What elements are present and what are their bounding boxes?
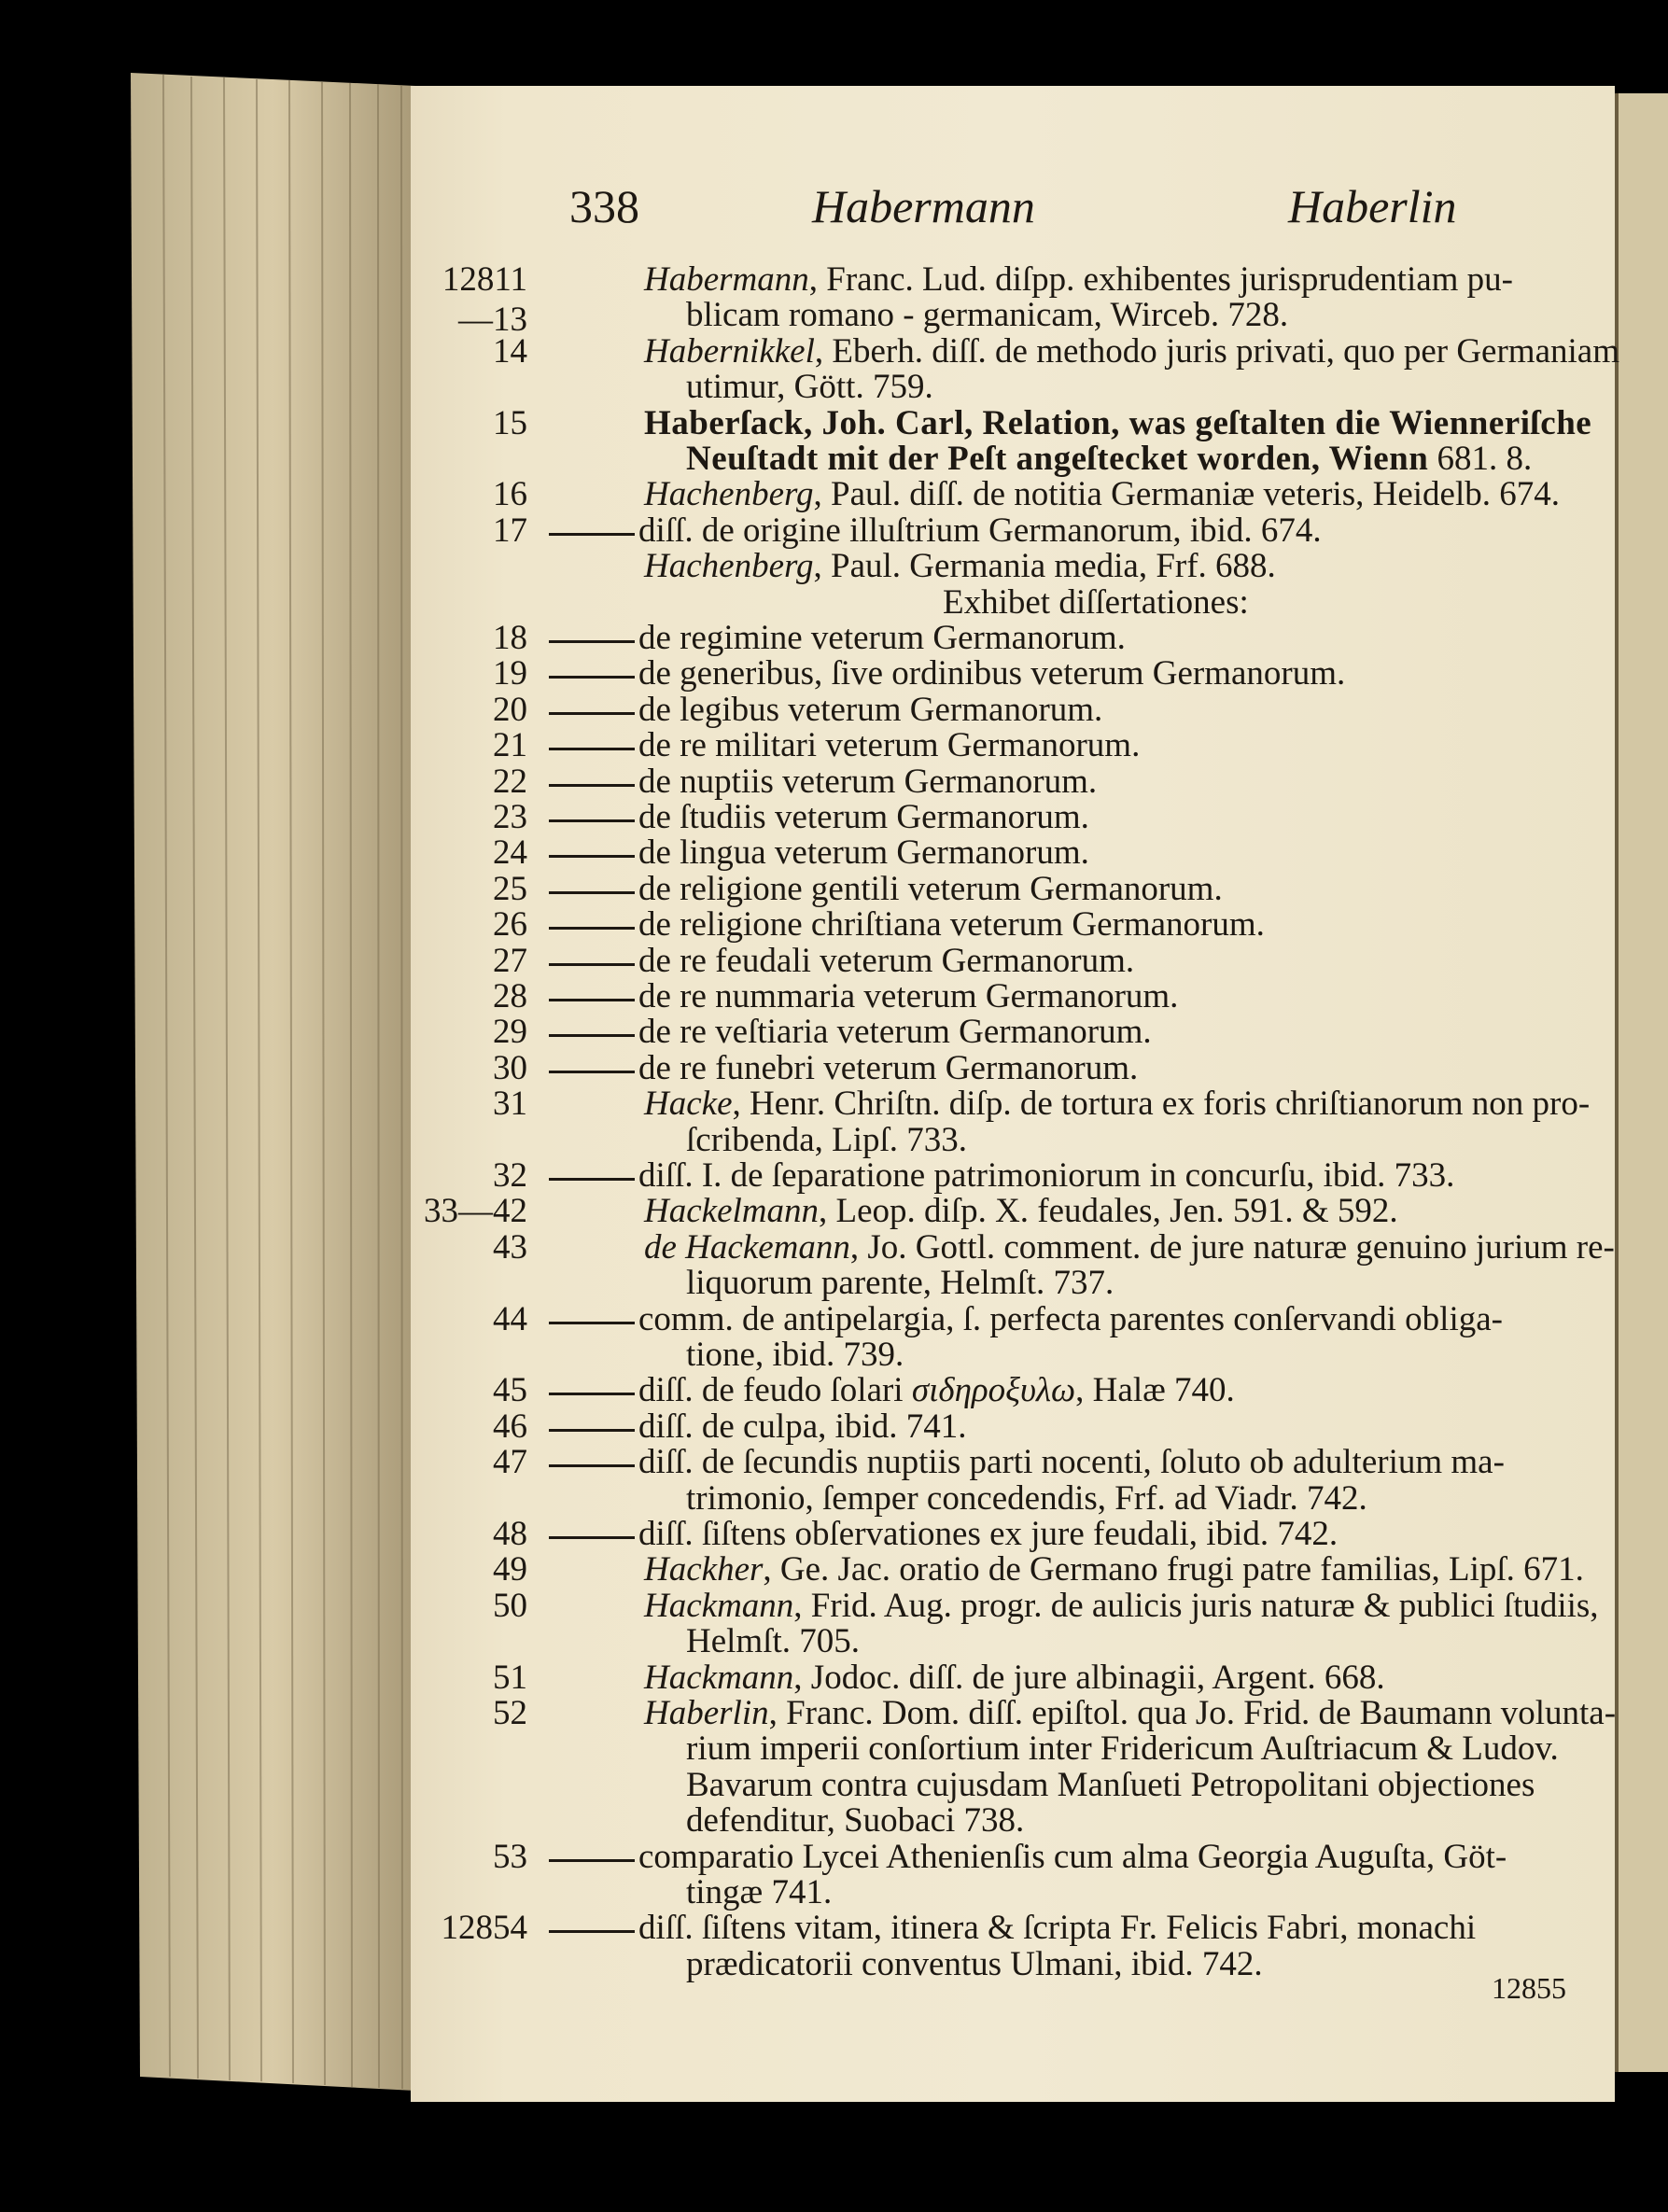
entry-number: 16 — [493, 475, 527, 514]
entry-number: 45 — [493, 1371, 527, 1410]
entry-number: 12854 — [441, 1909, 527, 1948]
entry-line: diſſ. de feudo ſolari σιδηροξυλω, Halæ 740. — [638, 1371, 1235, 1410]
entry-line: tione, ibid. 739. — [686, 1335, 904, 1374]
ditto-dash — [549, 1859, 635, 1862]
entry-line: de re feudali veterum Germanorum. — [638, 941, 1135, 980]
entry-number: 20 — [493, 690, 527, 729]
entry-line: tingæ 741. — [686, 1872, 833, 1911]
section-heading: Exhibet diſſertationes: — [943, 582, 1249, 622]
entry-number: 52 — [493, 1694, 527, 1732]
entry-line: diſſ. de origine illuſtrium Germanorum, ibid. 674. — [638, 511, 1322, 550]
ditto-dash — [549, 784, 635, 787]
ditto-dash — [549, 963, 635, 966]
entry-number: 24 — [493, 833, 527, 873]
entry-line: blicam romano - germanicam, Wirceb. 728. — [686, 296, 1289, 335]
entry-line: Hachenberg, Paul. Germania media, Frf. 688. — [644, 547, 1276, 586]
entry-line: Hachenberg, Paul. diſſ. de notitia Germaniæ veteris, Heidelb. 674. — [644, 475, 1560, 514]
entry-line: de ſtudiis veterum Germanorum. — [638, 798, 1089, 836]
entry-line: Habernikkel, Eberh. diſſ. de methodo juris privati, quo per Germaniam — [644, 331, 1619, 371]
entry-line: diſſ. de culpa, ibid. 741. — [638, 1407, 967, 1446]
entry-line: de nuptiis veterum Germanorum. — [638, 762, 1098, 801]
ditto-dash — [549, 676, 635, 679]
entry-line: Hacke, Henr. Chriſtn. diſp. de tortura ex foris chriſtianorum non pro- — [644, 1085, 1591, 1124]
entry-line: diſſ. I. de ſeparatione patrimoniorum in concurſu, ibid. 733. — [638, 1156, 1455, 1195]
entry-line: defenditur, Suobaci 738. — [686, 1801, 1025, 1841]
entry-number: 49 — [493, 1550, 527, 1589]
entry-line: Haberſack, Joh. Carl, Relation, was geſtalten die Wienneriſche — [644, 403, 1592, 442]
entry-line: de legibus veterum Germanorum. — [638, 690, 1103, 729]
ditto-dash — [549, 1464, 635, 1467]
ditto-dash — [549, 819, 635, 822]
entry-number: 23 — [493, 798, 527, 836]
entry-number: 51 — [493, 1658, 527, 1697]
entry-line: de lingua veterum Germanorum. — [638, 833, 1089, 873]
entry-line: diſſ. ſiſtens obſervationes ex jure feudali, ibid. 742. — [638, 1515, 1339, 1553]
catchword: 12855 — [1492, 1971, 1566, 2005]
book-page — [411, 86, 1619, 2102]
entry-number: 17 — [493, 511, 527, 550]
ditto-dash — [549, 640, 635, 643]
entry-line: de generibus, ſive ordinibus veterum Germanorum. — [638, 654, 1346, 693]
ditto-dash — [549, 748, 635, 750]
ditto-dash — [549, 1034, 635, 1037]
entry-line: Hackher, Ge. Jac. oratio de Germano frugi patre familias, Lipſ. 671. — [644, 1550, 1584, 1589]
ditto-dash — [549, 1930, 635, 1933]
entry-number: 33—42 — [424, 1192, 527, 1231]
entry-number: 47 — [493, 1443, 527, 1482]
entry-line: diſſ. de ſecundis nuptiis parti nocenti, ſoluto ob adulterium ma- — [638, 1443, 1505, 1482]
entry-line: Neuſtadt mit der Peſt angeſtecket worden, Wienn 681. 8. — [686, 439, 1533, 478]
ditto-dash — [549, 1536, 635, 1539]
ditto-dash — [549, 1322, 635, 1324]
entry-number: 43 — [493, 1227, 527, 1267]
entry-line: prædicatorii conventus Ulmani, ibid. 742. — [686, 1944, 1263, 1983]
page-number: 338 — [569, 180, 639, 232]
ditto-dash — [549, 1429, 635, 1432]
entry-number: 30 — [493, 1048, 527, 1087]
ditto-dash — [549, 712, 635, 715]
entry-line: rium imperii conſortium inter Fridericum Auſtriacum & Ludov. — [686, 1729, 1559, 1769]
entry-line: de religione gentili veterum Germanorum. — [638, 869, 1223, 908]
ditto-dash — [549, 1178, 635, 1181]
entry-number: 29 — [493, 1013, 527, 1052]
entry-line: Helmſt. 705. — [686, 1622, 861, 1661]
entry-line: Bavarum contra cujusdam Manſueti Petropolitani objectiones — [686, 1765, 1535, 1804]
entry-line: comparatio Lycei Athenienſis cum alma Georgia Auguſta, Göt- — [638, 1837, 1507, 1876]
entry-number: 21 — [493, 726, 527, 765]
entry-line: liquorum parente, Helmſt. 737. — [686, 1264, 1114, 1303]
entry-line: de religione chriſtiana veterum Germanorum. — [638, 905, 1265, 945]
entry-line: de re nummaria veterum Germanorum. — [638, 977, 1179, 1015]
entry-line: de re funebri veterum Germanorum. — [638, 1048, 1139, 1087]
entry-line: Haberlin, Franc. Dom. diſſ. epiſtol. qua Jo. Frid. de Baumann volunta- — [644, 1694, 1617, 1732]
entry-line: de regimine veterum Germanorum. — [638, 619, 1126, 657]
entry-line: Hackmann, Jodoc. diſſ. de jure albinagii, Argent. 668. — [644, 1658, 1385, 1697]
entry-number: 27 — [493, 941, 527, 980]
ditto-dash — [549, 1393, 635, 1395]
entry-line: de Hackemann, Jo. Gottl. comment. de jure naturæ genuino jurium re- — [644, 1227, 1615, 1267]
entry-line: Hackelmann, Leop. diſp. X. feudales, Jen. 591. & 592. — [644, 1192, 1398, 1231]
running-head-right: Haberlin — [1288, 180, 1457, 232]
ditto-dash — [549, 533, 635, 536]
entry-list — [411, 86, 1619, 2102]
entry-number: 46 — [493, 1407, 527, 1446]
entry-number: 48 — [493, 1515, 527, 1553]
entry-number: 15 — [493, 403, 527, 442]
entry-number: 12811—13 — [442, 260, 527, 339]
entry-line: ſcribenda, Lipſ. 733. — [686, 1120, 968, 1159]
entry-number: 26 — [493, 905, 527, 945]
ditto-dash — [549, 1071, 635, 1073]
ditto-dash — [549, 927, 635, 930]
entry-line: Hackmann, Frid. Aug. progr. de aulicis juris naturæ & publici ſtudiis, — [644, 1586, 1599, 1625]
entry-number: 53 — [493, 1837, 527, 1876]
ditto-dash — [549, 855, 635, 858]
entry-line: de re militari veterum Germanorum. — [638, 726, 1141, 765]
entry-number: 22 — [493, 762, 527, 801]
entry-number: 32 — [493, 1156, 527, 1195]
entry-number: 44 — [493, 1299, 527, 1338]
entry-number: 28 — [493, 977, 527, 1015]
entry-line: de re veſtiaria veterum Germanorum. — [638, 1013, 1152, 1052]
running-head-left: Habermann — [812, 180, 1035, 232]
entry-line: diſſ. ſiſtens vitam, itinera & ſcripta Fr. Felicis Fabri, monachi — [638, 1909, 1477, 1948]
ditto-dash — [549, 891, 635, 894]
entry-number: 50 — [493, 1586, 527, 1625]
entry-number: 31 — [493, 1085, 527, 1124]
entry-number: 18 — [493, 619, 527, 657]
entry-number: 19 — [493, 654, 527, 693]
ditto-dash — [549, 999, 635, 1001]
entry-number: 25 — [493, 869, 527, 908]
entry-line: comm. de antipelargia, ſ. perfecta parentes conſervandi obliga- — [638, 1299, 1503, 1338]
entry-line: utimur, Gött. 759. — [686, 368, 933, 407]
entry-line: Habermann, Franc. Lud. diſpp. exhibentes jurisprudentiam pu- — [644, 260, 1514, 299]
entry-number: 14 — [493, 331, 527, 371]
entry-line: trimonio, ſemper concedendis, Frf. ad Viadr. 742. — [686, 1478, 1367, 1518]
